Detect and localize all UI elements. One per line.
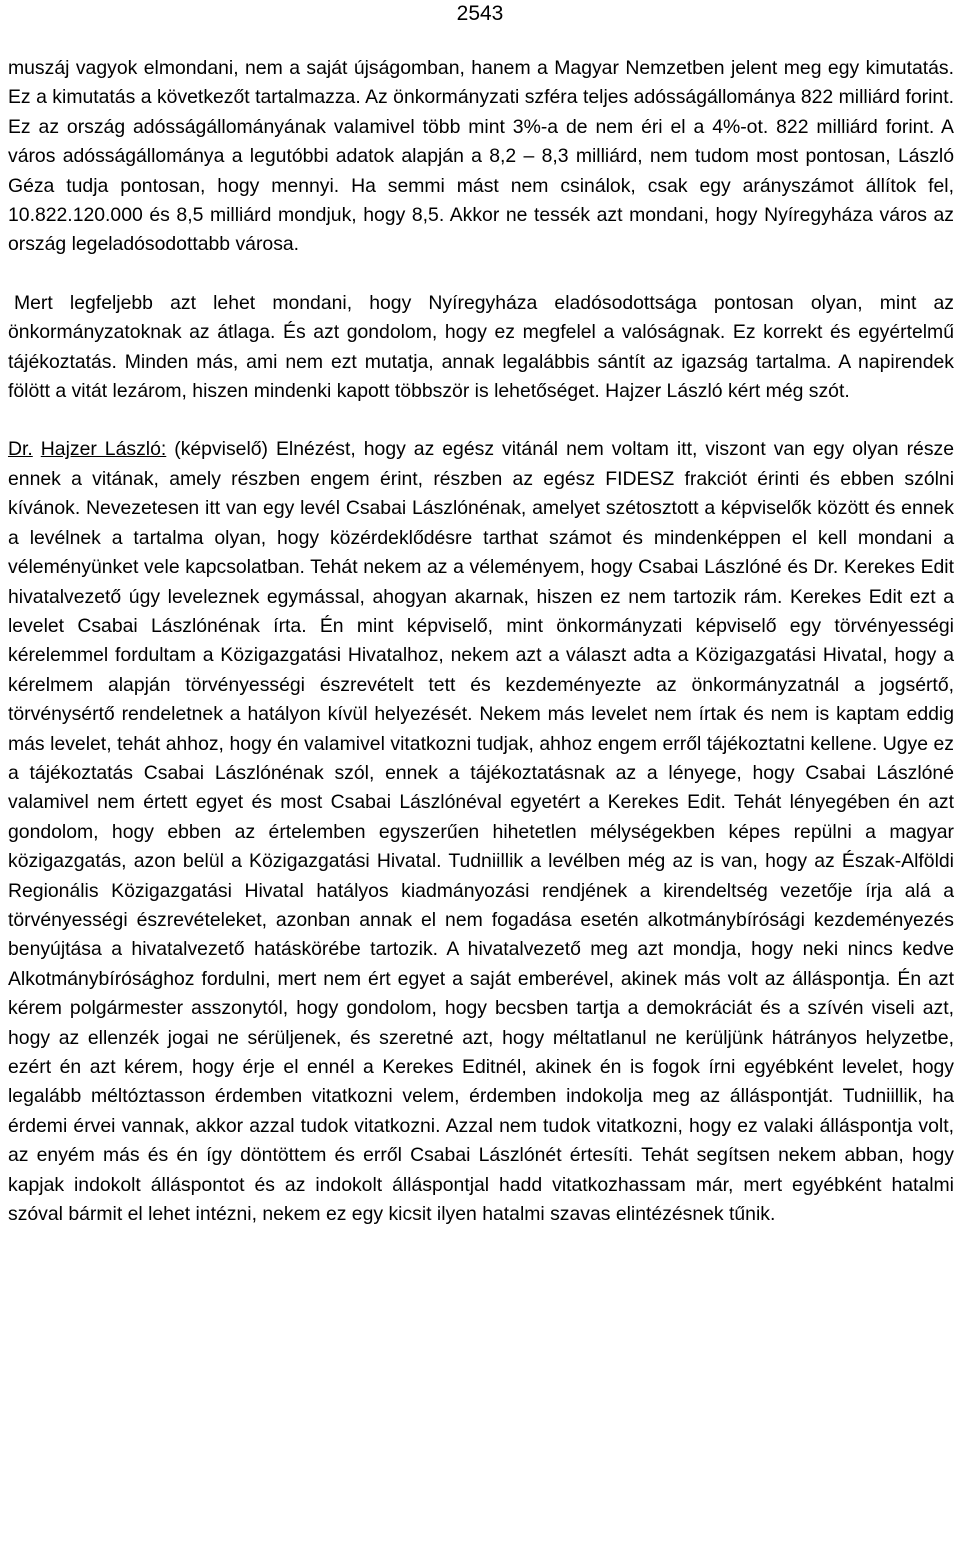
speaker-title: Dr. [8,438,33,461]
document-body [8,54,954,1229]
page-number: 2543 [456,2,504,25]
paragraph-3 [8,435,954,1229]
paragraph-1: muszáj vagyok elmondani, nem a saját újságomban, hanem a Magyar Nemzetben jelent meg egy kimutatás. Ez a kimutatás a következőt tartalmazza. Az önkormányzati szféra teljes adósságállománya 822 milliárd forint. Ez az ország adósságállományának valamivel több mint 3%-a de nem éri el a 4%-ot. 822 milliárd forint. A város adósságállománya a legutóbbi adatok alapján a 8,2 – 8,3 milliárd, nem tudom most pontosan, László Géza tudja pontosan, hogy mennyi. Ha semmi mást nem csinálok, csak egy arányszámot állítok fel, 10.822.120.000 és 8,5 milliárd mondjuk, hogy 8,5. Akkor ne tessék azt mondani, hogy Nyíregyháza város az ország legeladósodottabb városa. [8,57,954,256]
paragraph-2: Mert legfeljebb azt lehet mondani, hogy Nyíregyháza eladósodottsága pontosan olyan, mint az önkormányzatoknak az átlaga. És azt gondolom, hogy ez megfelel a valóságnak. Ez korrekt és egyértelmű tájékoztatás. Minden más, ami nem ezt mutatja, annak legalábbis sántít az igazság tartalma. A napirendek fölött a vitát lezárom, hiszen mindenki kapott többször is lehetőséget. Hajzer László kért még szót. [8,291,954,403]
speaker-name: Hajzer László: [40,438,167,461]
speech-text: (képviselő) Elnézést, hogy az egész vitánál nem voltam itt, viszont van egy olyan része ennek a vitának, amely részben engem érint, részben az egész FIDESZ frakciót érinti és ebben szólni kívánok. Nevezetesen itt van egy levél Csabai Lászlónénak, amelyet szétosztott a képviselők között és ennek a levélnek a tartalma olyan, hogy közérdeklődésre tarthat számot és mindenképpen el kell mondani a véleményünket vele kapcsolatban. Tehát nekem az a véleményem, hogy Csabai Lászlóné és Dr. Kerekes Edit hivatalvezető úgy leveleznek egymással, ahogyan akarnak, hiszen ez nem tartozik rám. Kerekes Edit ezt a levelet Csabai Lászlónénak írta. Én mint képviselő, mint önkormányzati képviselő egy törvényességi kérelemmel fordultam a Közigazgatási Hivatalhoz, nekem azt a választ adta a Közigazgatási Hivatal, hogy a kérelmem alapján törvényességi észrevételt tett és kezdeményezte az önkormányzatnál a jogsértő, törvénysértő rendeletnek a hatályon kívül helyezését. Nekem más levelet nem írtak és nem is kaptam eddig más levelet, tehát ahhoz, hogy én valamivel vitatkozni tudjak, ahhoz engem erről tájékoztatni kellene. Ugye ez a tájékoztatás Csabai Lászlónénak szól, ennek a tájékoztatásnak az a lényege, hogy Csabai Lászlóné valamivel nem értett egyet és most Csabai Lászlónéval egyetért a Kerekes Edit. Tehát lényegében én azt gondolom, hogy ebben az értelemben egyszerűen hihetetlen mélységekben képes repülni a magyar közigazgatás, azon belül a Közigazgatási Hivatal. Tudniillik a levélben még az is van, hogy az Észak-Alföldi Regionális Közigazgatási Hivatal hatályos kiadmányozási rendjének a kirendeltség vezetője írja alá a törvényességi észrevételeket, azonban annak el nem fogadása esetén alkotmánybírósági kezdeményezés benyújtása a hivatalvezető hatáskörébe tartozik. A hivatalvezető meg azt mondja, hogy neki nincs kedve Alkotmánybírósághoz fordulni, mert nem ért egyet a saját emberével, akinek más volt az álláspontja. Én azt kérem polgármester asszonytól, hogy gondolom, hogy becsben tartja a demokráciát és a szívén viseli azt, hogy az ellenzék jogai ne sérüljenek, és szeretné azt, hogy méltatlanul ne kerüljünk hátrányos helyzetbe, ezért én azt kérem, hogy érje el ennél a Kerekes Editnél, akinek én is fogok írni egyébként levelet, hogy legalább méltóztasson érdemben vitatkozni velem, érdemben indokolja meg az álláspontját. Tudniillik, ha érdemi érvei vannak, akkor azzal tudok vitatkozni. Azzal nem tudok vitatkozni, hogy ez valaki álláspontja volt, az enyém más és én így döntöttem és erről Csabai Lászlónét értesíti. Tehát segítsen nekem abban, hogy kapjak indokolt álláspontot és az indokolt álláspontjal hadd vitatkozhassam már, mert egyébként hatalmi szóval bármit el lehet intézni, nekem ez egy kicsit ilyen hatalmi szavas elintézésnek tűnik. [8,438,954,1226]
